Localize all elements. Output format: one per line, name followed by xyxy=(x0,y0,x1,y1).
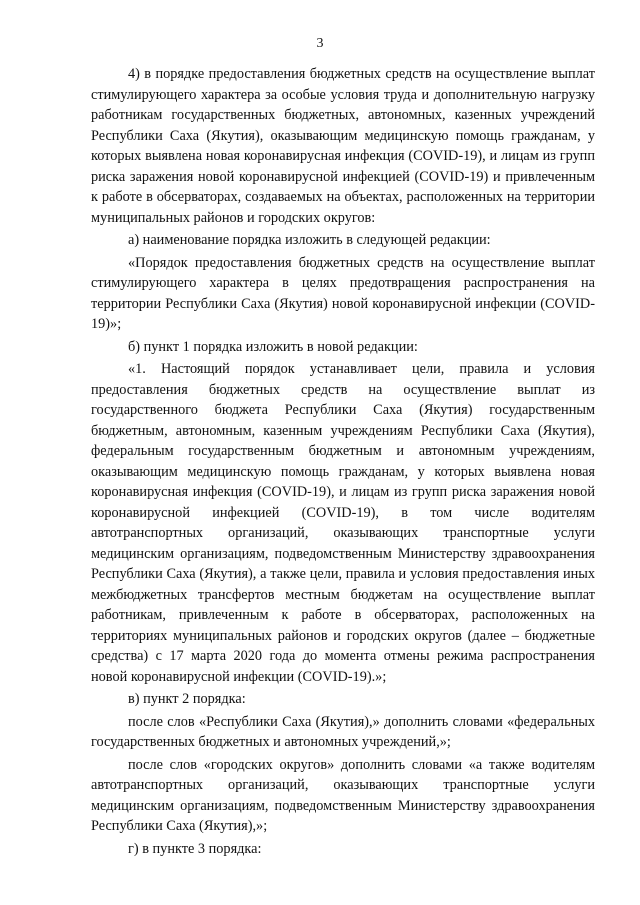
paragraph-clause-1: «1. Настоящий порядок устанавливает цели, правила и условия предоставления бюджетных средств на осуществление выплат из государственного бюджета Республики Саха (Якутия) государственным бюджетным, автономным, казенным учреждениям Республики Саха (Якутия), федеральным государственным бюджетным и автономным учреждениям, оказывающим медицинскую помощь гражданам, у которых выявлена новая коронавирусная инфекция (COVID-19), и лицам из групп риска заражения новой коронавирусной инфекцией (COVID-19), в том числе водителям автотранспортных организаций, оказывающих транспортные услуги медицинским организациям, подведомственным Министерству здравоохранения Республики Саха (Якутия), а также цели, правила и условия предоставления иных межбюджетных трансфертов местным бюджетам на осуществление выплат работникам, привлеченным к работе в обсерваторах, расположенных на территориях муниципальных районов и городских округов (далее – бюджетные средства) с 17 марта 2020 года до момента отмены режима распространения новой коронавирусной инфекции (COVID-19).»; xyxy=(91,361,595,685)
paragraph-item-b: б) пункт 1 порядка изложить в новой редакции: xyxy=(128,338,418,355)
paragraph-new-title: «Порядок предоставления бюджетных средств на осуществление выплат стимулирующего характера в целях предотвращения распространения на территории Республики Саха (Якутия) новой коронавирусной инфекции (COVID-19)»; xyxy=(91,254,595,332)
paragraph-item-a: а) наименование порядка изложить в следующей редакции: xyxy=(128,232,491,248)
paragraph-addition-2: после слов «городских округов» дополнить словами «а также водителям автотранспортных организаций, оказывающих транспортные услуги медицинским организациям, подведомственным Министерству здравоохранения Республики Саха (Якутия),»; xyxy=(91,756,595,834)
paragraph-item-g: г) в пункте 3 порядка: xyxy=(128,840,262,857)
page-number: 3 xyxy=(316,36,324,51)
paragraph-item-v: в) пункт 2 порядка: xyxy=(128,691,246,707)
paragraph-addition-1: после слов «Республики Саха (Якутия),» дополнить словами «федеральных государственных бюджетных и автономных учреждений,»; xyxy=(91,713,595,750)
document-body xyxy=(91,64,595,861)
paragraph-amendment-4: 4) в порядке предоставления бюджетных средств на осуществление выплат стимулирующего характера за особые условия труда и дополнительную нагрузку работникам государственных бюджетных, автономных, казенных учреждений Республики Саха (Якутия), оказывающим медицинскую помощь гражданам, у которых выявлена новая коронавирусная инфекция (COVID-19), и лицам из групп риска заражения новой коронавирусной инфекцией (COVID-19) и привлеченным к работе в обсерваторах, создаваемых на объектах, расположенных на территории муниципальных районов и городских округов: xyxy=(91,66,595,226)
